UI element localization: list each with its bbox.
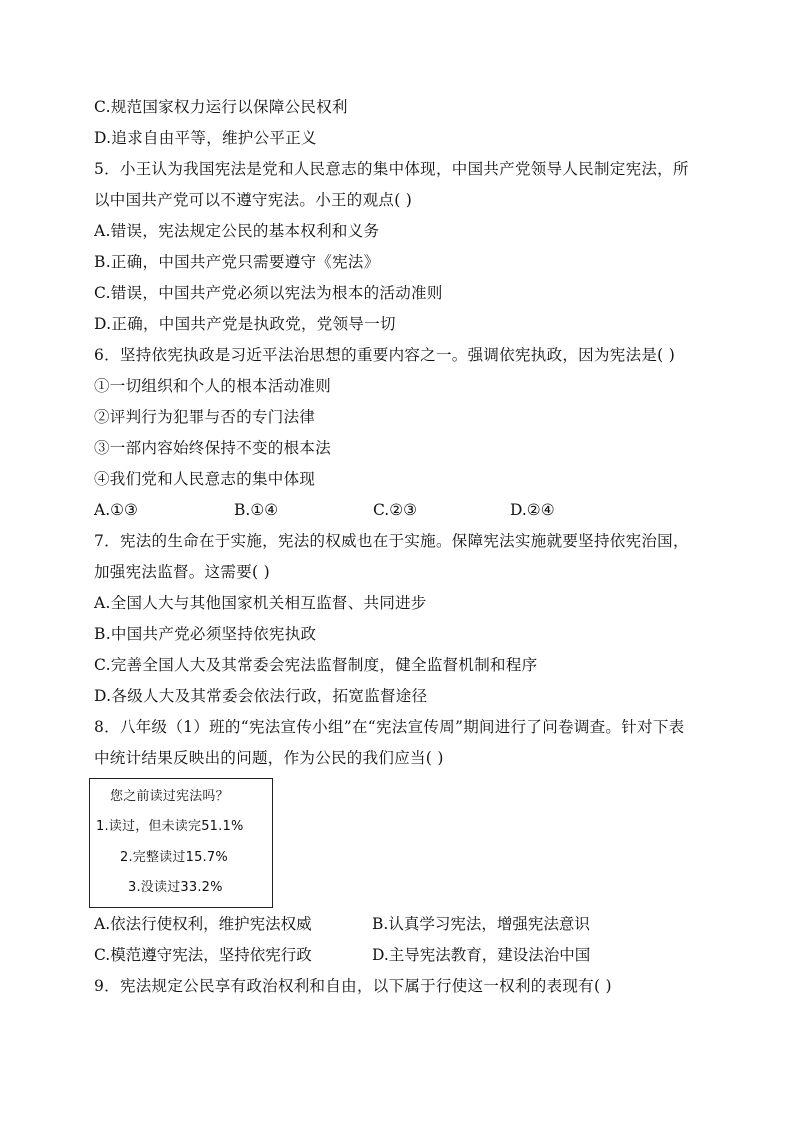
q8-stem-line-2: 中统计结果反映出的问题，作为公民的我们应当( ) bbox=[94, 749, 444, 767]
survey-question: 您之前读过宪法吗？ bbox=[110, 789, 229, 804]
q6-statement-1: ①一切组织和个人的根本活动准则 bbox=[94, 377, 332, 395]
q7-option-d: D.各级人大及其常委会依法行政，拓宽监督途径 bbox=[94, 687, 428, 705]
q6-statement-4: ④我们党和人民意志的集中体现 bbox=[94, 470, 316, 488]
q7-stem-line-1: 7．宪法的生命在于实施，宪法的权威也在于实施。保障宪法实施就要坚持依宪治国， bbox=[94, 532, 689, 550]
q8-option-b: B.认真学习宪法，增强宪法意识 bbox=[372, 915, 590, 933]
q7-option-b: B.中国共产党必须坚持依宪执政 bbox=[94, 625, 317, 643]
q5-option-d: D.正确，中国共产党是执政党，党领导一切 bbox=[94, 315, 396, 333]
q6-stem: 6．坚持依宪执政是习近平法治思想的重要内容之一。强调依宪执政，因为宪法是( ) bbox=[94, 346, 676, 364]
survey-item-2: 2.完整读过15.7% bbox=[120, 850, 228, 865]
q6-option-d: D.②④ bbox=[510, 501, 555, 519]
q4-option-d: D.追求自由平等，维护公平正义 bbox=[94, 129, 317, 147]
survey-item-1: 1.读过，但未读完51.1% bbox=[96, 819, 244, 834]
survey-results-box bbox=[89, 778, 273, 908]
q8-option-a: A.依法行使权利，维护宪法权威 bbox=[94, 915, 312, 933]
q9-stem: 9．宪法规定公民享有政治权利和自由，以下属于行使这一权利的表现有( ) bbox=[94, 977, 612, 995]
q8-option-d: D.主导宪法教育，建设法治中国 bbox=[372, 946, 591, 964]
q7-option-a: A.全国人大与其他国家机关相互监督、共同进步 bbox=[94, 594, 427, 612]
q5-option-a: A.错误，宪法规定公民的基本权利和义务 bbox=[94, 222, 380, 240]
q8-option-c: C.模范遵守宪法，坚持依宪行政 bbox=[94, 946, 312, 964]
q5-stem-line-2: 以中国共产党可以不遵守宪法。小王的观点( ) bbox=[94, 191, 413, 209]
q6-statement-2: ②评判行为犯罪与否的专门法律 bbox=[94, 408, 316, 426]
q5-option-b: B.正确，中国共产党只需要遵守《宪法》 bbox=[94, 253, 380, 271]
q6-option-c: C.②③ bbox=[373, 501, 418, 519]
q4-option-c: C.规范国家权力运行以保障公民权利 bbox=[94, 98, 348, 116]
q5-stem-line-1: 5．小王认为我国宪法是党和人民意志的集中体现，中国共产党领导人民制定宪法，所 bbox=[94, 160, 689, 178]
survey-item-3: 3.没读过33.2% bbox=[128, 880, 223, 895]
q8-stem-line-1: 8．八年级（1）班的“宪法宣传小组”在“宪法宣传周”期间进行了问卷调查。针对下表 bbox=[94, 718, 685, 736]
q7-option-c: C.完善全国人大及其常委会宪法监督制度，健全监督机制和程序 bbox=[94, 656, 538, 674]
q6-option-b: B.①④ bbox=[234, 501, 279, 519]
q6-option-a: A.①③ bbox=[94, 501, 138, 519]
q7-stem-line-2: 加强宪法监督。这需要( ) bbox=[94, 563, 270, 581]
q5-option-c: C.错误，中国共产党必须以宪法为根本的活动准则 bbox=[94, 284, 443, 302]
q6-statement-3: ③一部内容始终保持不变的根本法 bbox=[94, 439, 332, 457]
